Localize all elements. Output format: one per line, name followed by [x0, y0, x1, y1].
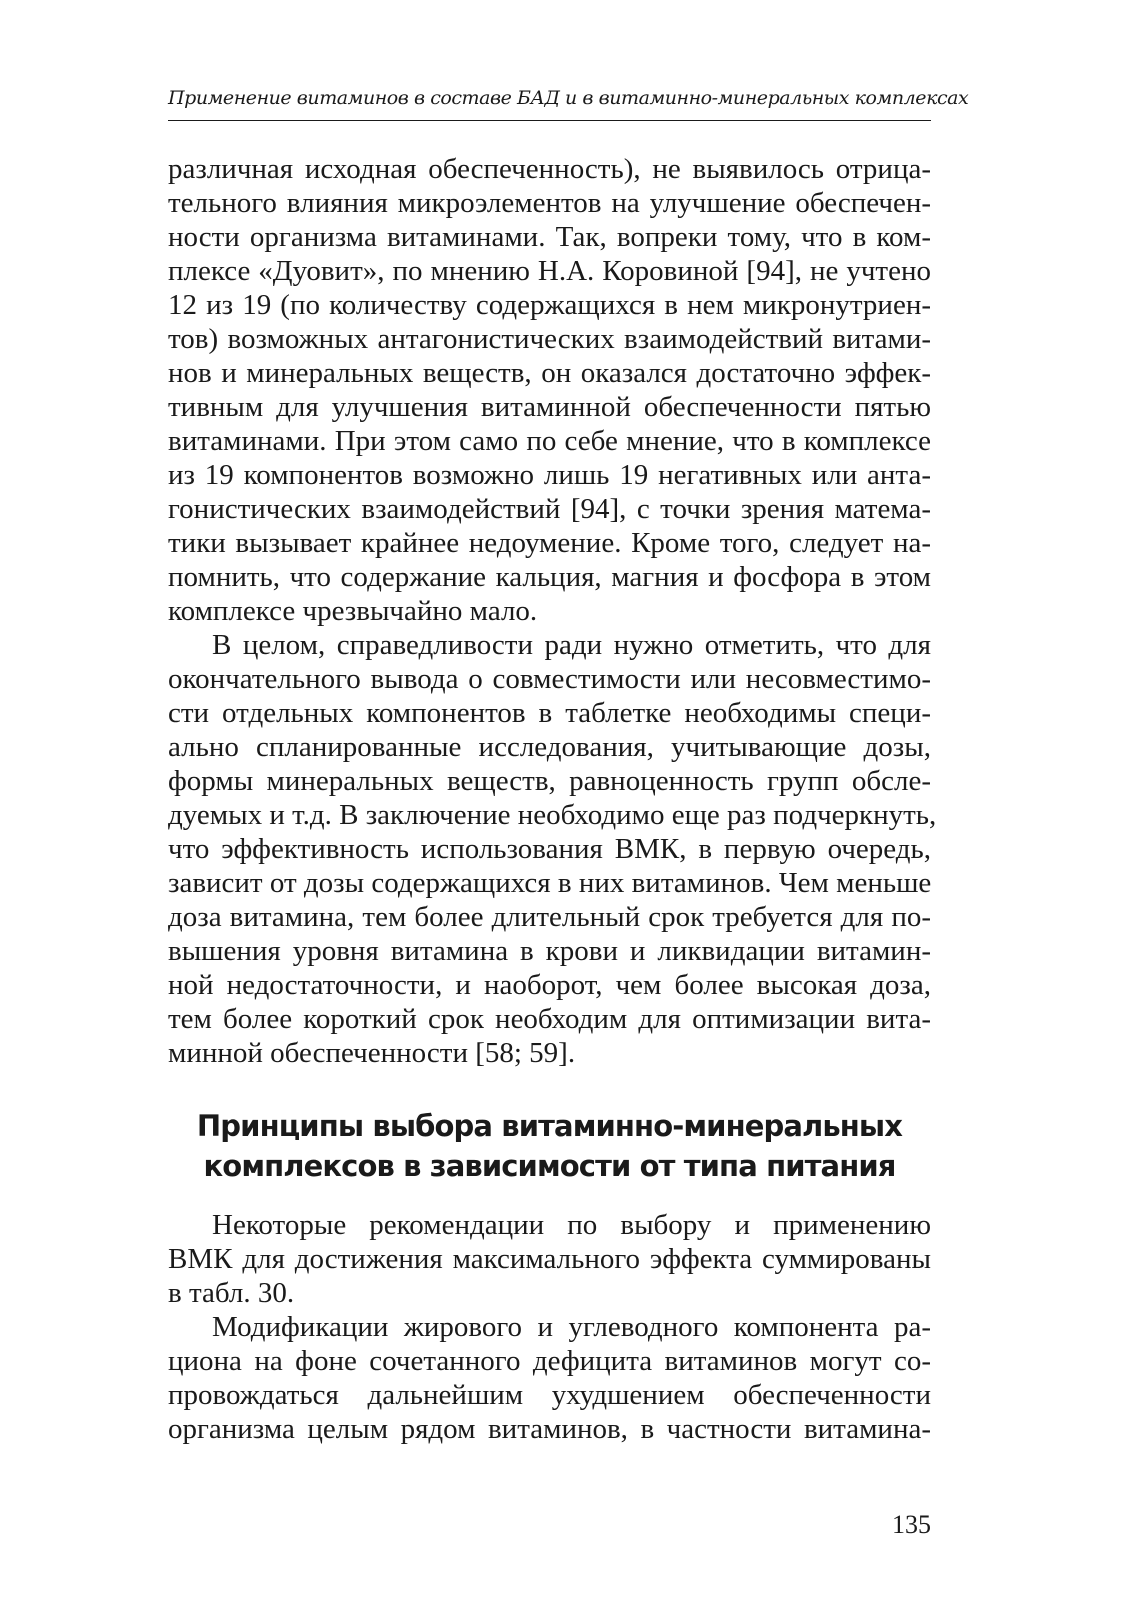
- text-line: тов) возможных антагонистических взаимодействий витами-: [168, 323, 931, 355]
- text-line: Некоторые рекомендации по выбору и применению: [212, 1209, 931, 1241]
- text-line: ности организма витаминами. Так, вопреки тому, что в ком-: [168, 221, 931, 253]
- text-line: помнить, что содержание кальция, магния и фосфора в этом: [168, 561, 931, 593]
- running-head: Применение витаминов в составе БАД и в витаминно-минеральных комплексах: [168, 87, 969, 109]
- text-line: доза витамина, тем более длительный срок требуется для по-: [168, 901, 931, 933]
- text-line: что эффективность использования ВМК, в первую очередь,: [168, 833, 931, 865]
- heading-line: комплексов в зависимости от типа питания: [203, 1149, 896, 1183]
- text-line: различная исходная обеспеченность), не выявилось отрица-: [168, 153, 931, 185]
- text-line: из 19 компонентов возможно лишь 19 негативных или анта-: [168, 459, 931, 491]
- heading-line: Принципы выбора витаминно-минеральных: [196, 1109, 903, 1143]
- text-line: тельного влияния микроэлементов на улучшение обеспечен-: [168, 187, 931, 219]
- text-line: формы минеральных веществ, равноценность групп обсле-: [168, 765, 931, 797]
- text-line: сти отдельных компонентов в таблетке необходимы специ-: [168, 697, 931, 729]
- text-line: плексе «Дуовит», по мнению Н.А. Коровиной [94], не учтено: [168, 255, 931, 287]
- text-line: нов и минеральных веществ, он оказался достаточно эффек-: [168, 357, 931, 389]
- text-line: в табл. 30.: [168, 1277, 295, 1309]
- text-line: зависит от дозы содержащихся в них витаминов. Чем меньше: [168, 867, 932, 899]
- body-text-top: [168, 152, 937, 1070]
- text-line: Модификации жирового и углеводного компонента ра-: [212, 1311, 931, 1343]
- text-line: провождаться дальнейшим ухудшением обеспеченности: [168, 1379, 931, 1411]
- text-line: окончательного вывода о совместимости или несовместимо-: [168, 663, 931, 695]
- text-line: минной обеспеченности [58; 59].: [168, 1037, 576, 1069]
- text-line: гонистических взаимодействий [94], с точки зрения матема-: [168, 493, 931, 525]
- text-line: комплексе чрезвычайно мало.: [168, 595, 538, 627]
- text-line: ной недостаточности, и наоборот, чем более высокая доза,: [168, 969, 931, 1001]
- section-heading: [168, 1106, 931, 1186]
- header-rule: [168, 120, 931, 121]
- text-line: дуемых и т.д. В заключение необходимо еще раз подчеркнуть,: [168, 799, 937, 831]
- body-text-bottom: [168, 1208, 931, 1446]
- text-line: организма целым рядом витаминов, в частности витамина-: [168, 1413, 931, 1445]
- text-line: вышения уровня витамина в крови и ликвидации витамин-: [168, 935, 931, 967]
- text-line: ально спланированные исследования, учитывающие дозы,: [168, 731, 931, 763]
- page-number: 135: [892, 1510, 931, 1539]
- text-line: В целом, справедливости ради нужно отметить, что для: [212, 629, 931, 661]
- text-line: тики вызывает крайнее недоумение. Кроме того, следует на-: [168, 527, 931, 559]
- text-line: тивным для улучшения витаминной обеспеченности пятью: [168, 391, 931, 423]
- text-line: циона на фоне сочетанного дефицита витаминов могут со-: [168, 1345, 931, 1377]
- text-line: тем более короткий срок необходим для оптимизации вита-: [168, 1003, 931, 1035]
- text-line: 12 из 19 (по количеству содержащихся в нем микронутриен-: [168, 289, 931, 321]
- text-line: ВМК для достижения максимального эффекта суммированы: [168, 1243, 931, 1275]
- text-line: витаминами. При этом само по себе мнение, что в комплексе: [168, 425, 931, 457]
